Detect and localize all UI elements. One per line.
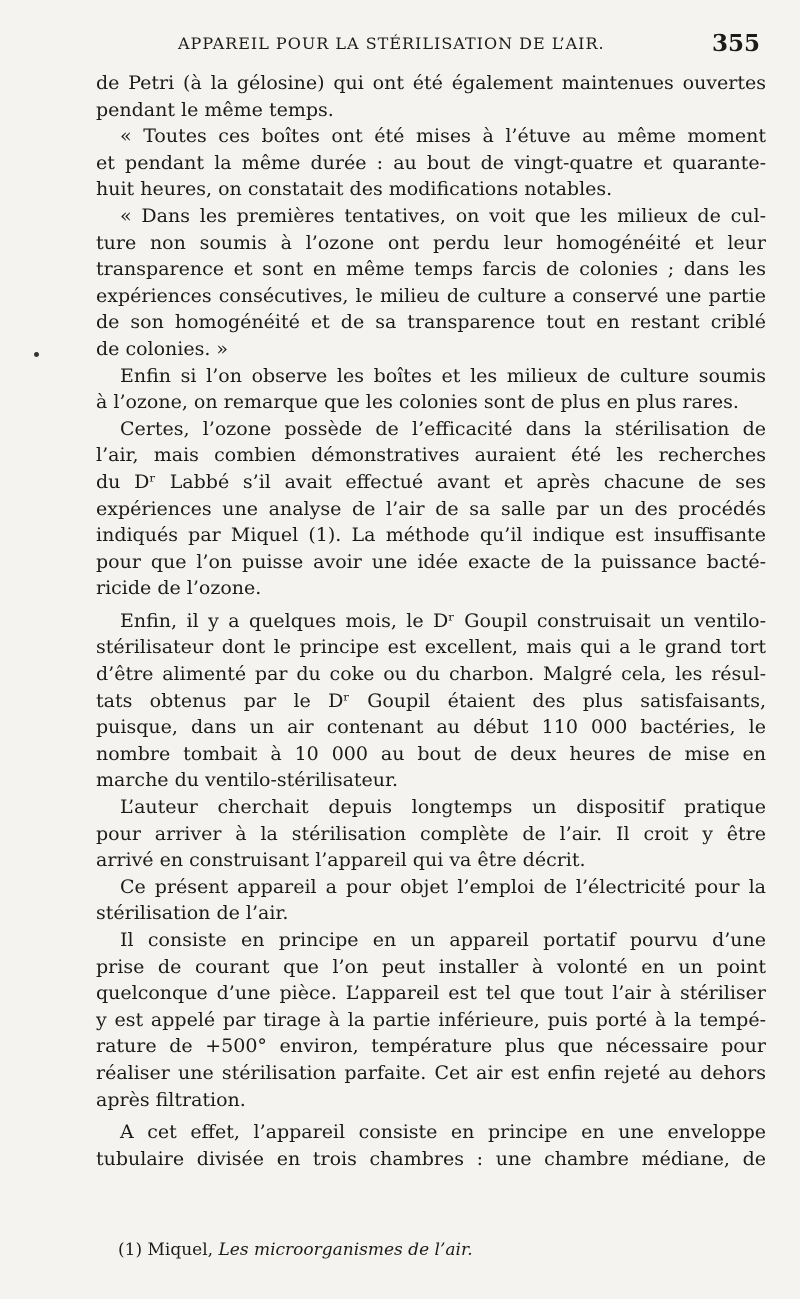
text-line: du Dʳ Labbé s’il avait effectué avant et après chacune de ses	[96, 470, 766, 493]
text-line: nombre tombait à 10 000 au bout de deux heures de mise en	[96, 742, 766, 765]
text-line: tubulaire divisée en trois chambres : une chambre médiane, de	[96, 1147, 766, 1170]
text-line: de colonies. »	[96, 337, 229, 360]
text-line: de Petri (à la gélosine) qui ont été également maintenues ouvertes	[96, 72, 766, 94]
text-line: quelconque d’une pièce. L’appareil est tel que tout l’air à stériliser	[96, 982, 766, 1005]
footnote-marker: (1) Miquel,	[118, 1240, 219, 1260]
text-line: marche du ventilo-stérilisateur.	[96, 769, 399, 792]
text-line: réaliser une stérilisation parfaite. Cet air est enfin rejeté au dehors	[96, 1061, 766, 1084]
text-line: « Toutes ces boîtes ont été mises à l’étuve au même moment	[120, 125, 766, 148]
text-line: huit heures, on constatait des modifications notables.	[96, 178, 613, 201]
footnote	[118, 1240, 473, 1260]
text-line: expériences une analyse de l’air de sa salle par un des procédés	[96, 497, 766, 520]
text-line: ture non soumis à l’ozone ont perdu leur homogénéité et leur	[96, 231, 766, 254]
text-line: arrivé en construisant l’appareil qui va être décrit.	[96, 849, 586, 872]
text-line: indiqués par Miquel (1). La méthode qu’il indique est insuffisante	[96, 524, 766, 547]
text-line: L’auteur cherchait depuis longtemps un dispositif pratique	[120, 796, 766, 819]
text-line: prise de courant que l’on peut installer à volonté en un point	[96, 955, 766, 978]
text-line: A cet effet, l’appareil consiste en principe en une enveloppe	[120, 1121, 766, 1144]
text-line: et pendant la même durée : au bout de vingt-quatre et quarante-	[96, 151, 766, 174]
text-line: ricide de l’ozone.	[96, 577, 262, 600]
text-line: pour que l’on puisse avoir une idée exacte de la puissance bacté-	[96, 550, 766, 573]
text-line: transparence et sont en même temps farcis de colonies ; dans les	[96, 258, 766, 281]
text-line: Enfin si l’on observe les boîtes et les milieux de culture soumis	[120, 364, 766, 387]
text-line: d’être alimenté par du coke ou du charbon. Malgré cela, les résul-	[96, 663, 766, 686]
text-line: pour arriver à la stérilisation complète de l’air. Il croit y être	[96, 822, 766, 845]
body-text	[96, 70, 766, 1172]
text-line: stérilisation de l’air.	[96, 902, 289, 925]
text-line: Enfin, il y a quelques mois, le Dʳ Goupil construisait un ventilo-	[120, 609, 766, 632]
margin-mark	[34, 352, 39, 357]
text-line: stérilisateur dont le principe est excellent, mais qui a le grand tort	[96, 636, 766, 659]
text-line: de son homogénéité et de sa transparence tout en restant criblé	[96, 311, 766, 334]
text-line: Ce présent appareil a pour objet l’emploi de l’électricité pour la	[120, 875, 766, 898]
text-line: à l’ozone, on remarque que les colonies sont de plus en plus rares.	[96, 391, 739, 414]
text-line: pendant le même temps.	[96, 98, 334, 121]
text-line: l’air, mais combien démonstratives auraient été les recherches	[96, 444, 766, 467]
text-line: « Dans les premières tentatives, on voit que les milieux de cul-	[120, 204, 766, 227]
text-line: puisque, dans un air contenant au début 110 000 bactéries, le	[96, 716, 766, 739]
text-line: après filtration.	[96, 1088, 246, 1111]
text-line: y est appelé par tirage à la partie inférieure, puis porté à la tempé-	[96, 1008, 766, 1031]
text-line: rature de +500° environ, température plus que nécessaire pour	[96, 1035, 766, 1058]
text-line: Il consiste en principe en un appareil portatif pourvu d’une	[120, 929, 766, 951]
text-line: Certes, l’ozone possède de l’efficacité dans la stérilisation de	[120, 417, 766, 440]
page-number: 355	[711, 30, 760, 57]
running-head	[96, 30, 766, 60]
text-line: expériences consécutives, le milieu de culture a conservé une partie	[96, 284, 766, 307]
running-title: APPAREIL POUR LA STÉRILISATION DE L’AIR.	[178, 34, 605, 53]
text-line: tats obtenus par le Dʳ Goupil étaient des plus satisfaisants,	[96, 689, 766, 712]
footnote-title: Les microorganismes de l’air.	[218, 1240, 473, 1260]
